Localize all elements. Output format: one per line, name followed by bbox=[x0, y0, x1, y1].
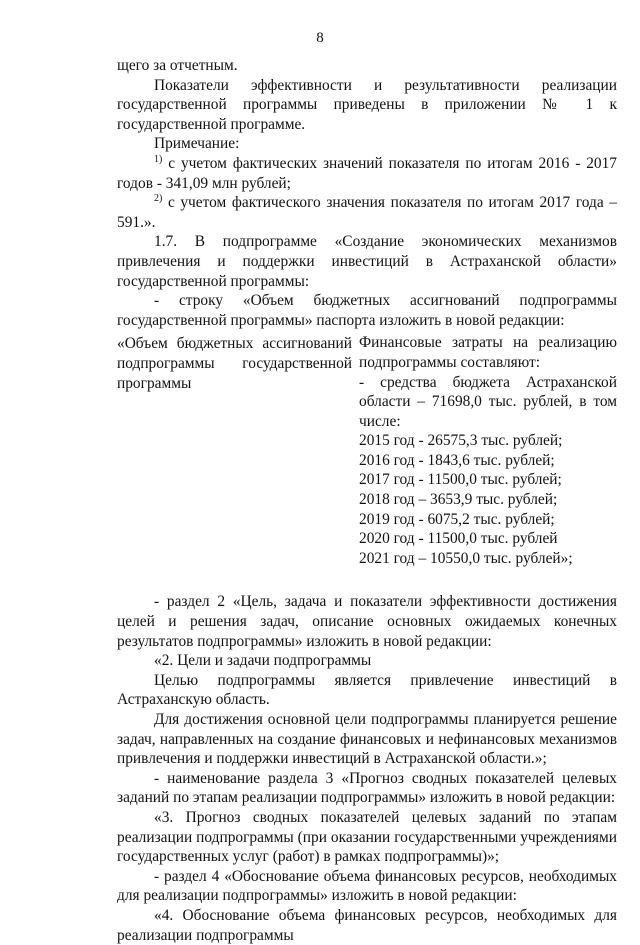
note-1-text: с учетом фактических значений показателя по итогам 2016 - 2017 годов - 341,09 млн рублей; bbox=[117, 154, 617, 192]
year-line: 2019 год - 6075,2 тыс. рублей; bbox=[359, 510, 555, 528]
paragraph-row-instruction: - строку «Объем бюджетных ассигнований подпрограммы государственной программы» паспорта изложить в новой редакции: bbox=[117, 292, 617, 329]
paragraph-continuation: щего за отчетным. bbox=[117, 57, 238, 74]
year-line: 2016 год - 1843,6 тыс. рублей; bbox=[359, 451, 555, 469]
footnote-mark-1: 1) bbox=[154, 153, 163, 165]
note-2 bbox=[117, 193, 617, 232]
section-2-instruction: - раздел 2 «Цель, задача и показатели эффективности достижения целей и решения задач, описание основных ожидаемых конечных результатов подпрограммы» изложить в новой редакции: bbox=[117, 593, 617, 650]
passport-label-text: «Объем бюджетных ассигнований подпрограммы государственной программы bbox=[117, 335, 352, 392]
section-2-goal: Целью подпрограммы является привлечение инвестиций в Астраханскую область. bbox=[117, 671, 617, 709]
passport-row-value bbox=[359, 333, 617, 568]
note-2-text: с учетом фактического значения показателя по итогам 2017 года – 591.». bbox=[117, 194, 617, 231]
section-2-tasks: Для достижения основной цели подпрограммы планируется решение задач, направленных на создание финансовых и нефинансовых механизмов привлечения и поддержки инвестиций в Астраханской области.»; bbox=[117, 711, 617, 768]
section-3-instruction: - наименование раздела 3 «Прогноз сводных показателей целевых заданий по этапам реализации подпрограммы» изложить в новой редакции: bbox=[117, 769, 617, 807]
spacer bbox=[117, 574, 617, 592]
note-1 bbox=[117, 154, 617, 193]
section-4-instruction: - раздел 4 «Обоснование объема финансовых ресурсов, необходимых для реализации подпрограммы» изложить в новой редакции: bbox=[117, 867, 617, 905]
document-body bbox=[117, 56, 617, 945]
paragraph-indicators: Показатели эффективности и результативности реализации государственной программы приведены в приложении № 1 к государственной программе. bbox=[117, 76, 617, 133]
year-line: 2015 год - 26575,3 тыс. рублей; bbox=[359, 432, 563, 450]
passport-row-label bbox=[117, 333, 352, 568]
year-line: 2017 год - 11500,0 тыс. рублей; bbox=[359, 471, 562, 489]
note-label: Примечание: bbox=[154, 135, 240, 153]
page-number: 8 bbox=[316, 30, 324, 46]
section-2-heading: «2. Цели и задачи подпрограммы bbox=[154, 652, 372, 670]
section-1-7: 1.7. В подпрограмме «Создание экономических механизмов привлечения и поддержки инвестиций в Астраханской области» государственной программы: bbox=[117, 233, 617, 290]
financing-budget: - средства бюджета Астраханской области – 71698,0 тыс. рублей, в том числе: bbox=[359, 373, 617, 430]
passport-row bbox=[117, 333, 617, 568]
year-line: 2020 год - 11500,0 тыс. рублей bbox=[359, 530, 558, 548]
section-3-heading: «3. Прогноз сводных показателей целевых заданий по этапам реализации подпрограммы (при оказании государственными учреждениями государственных услуг (работ) в рамках подпрограммы)»; bbox=[117, 808, 617, 866]
section-4-heading: «4. Обоснование объема финансовых ресурсов, необходимых для реализации подпрограммы bbox=[117, 906, 617, 944]
year-line: 2021 год – 10550,0 тыс. рублей»; bbox=[359, 549, 573, 567]
footnote-mark-2: 2) bbox=[154, 193, 163, 205]
financing-intro: Финансовые затраты на реализацию подпрограммы составляют: bbox=[359, 334, 617, 371]
year-line: 2018 год – 3653,9 тыс. рублей; bbox=[359, 491, 558, 509]
